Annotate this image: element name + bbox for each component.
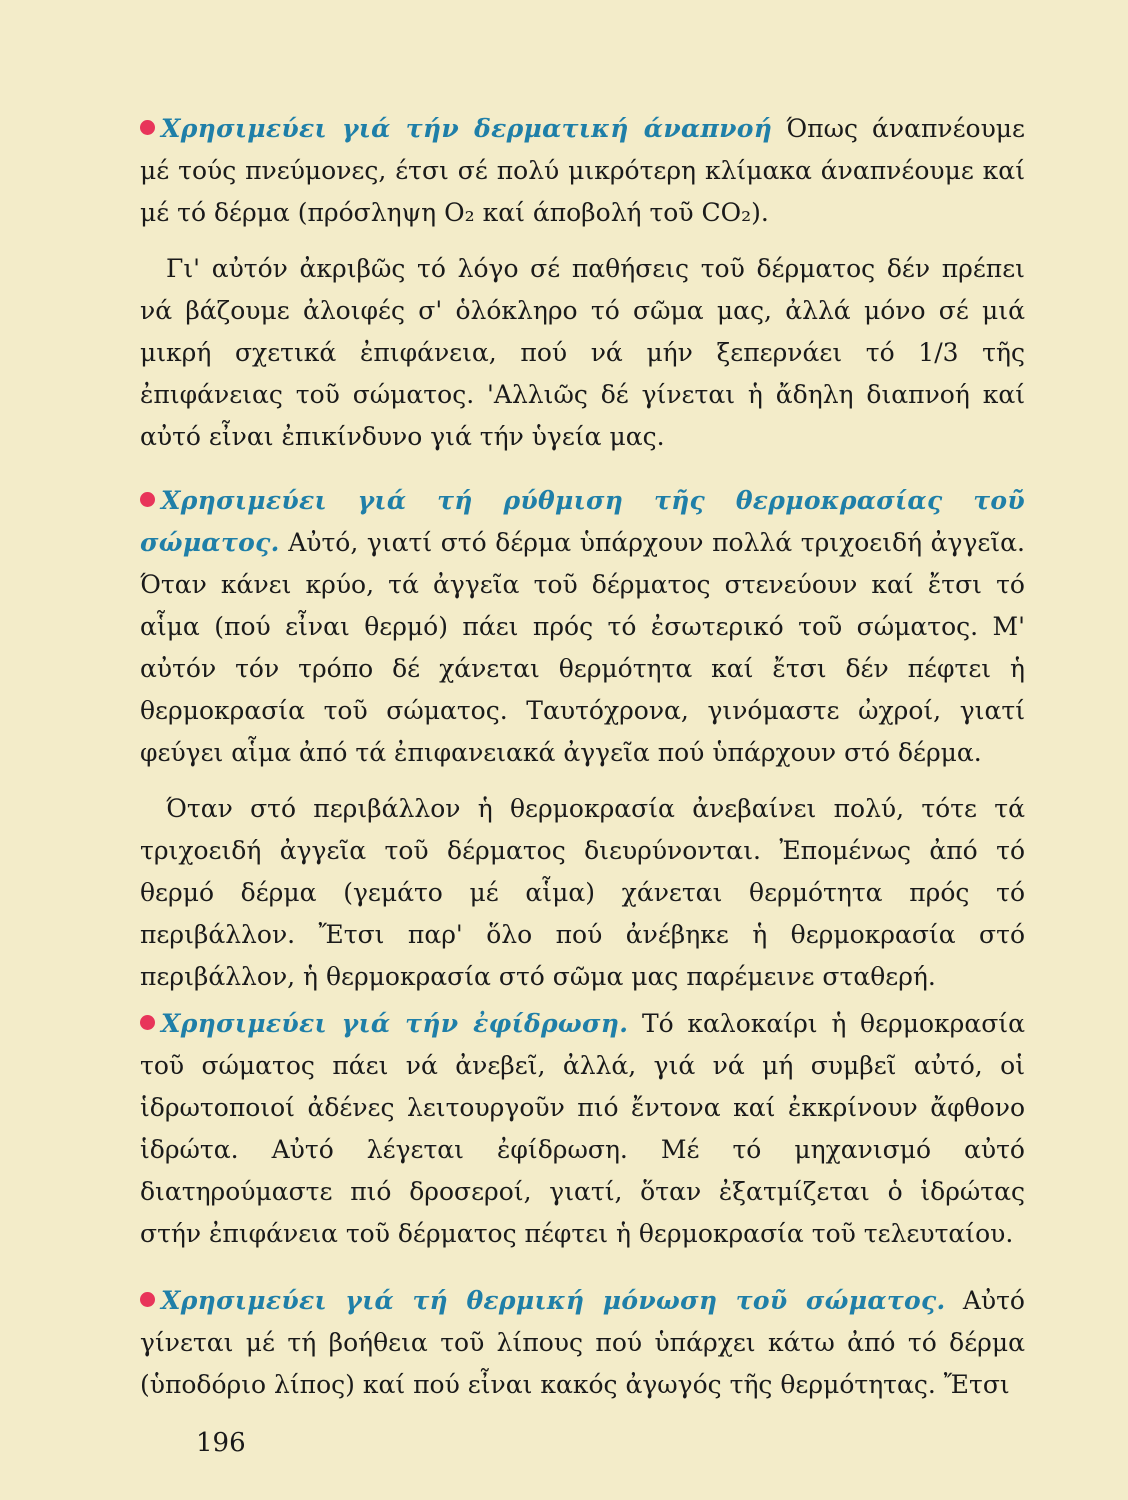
section-temperature <box>140 480 1025 998</box>
section-lead-paragraph <box>140 480 1025 774</box>
section-text: Τό καλοκαίρι ἡ θερμοκρασία τοῦ σώματος πάει νά ἀνεβεῖ, ἀλλά, γιά νά μή συμβεῖ αὐτό, οἱ ἱδρωτοποιοί ἀδένες λειτουργοῦν πιό ἔντονα καί ἐκκρίνουν ἄφθονο ἱδρώτα. Αὐτό λέγεται ἐφίδρωση. Μέ τό μηχανισμό αὐτό διατηρούμαστε πιό δροσεροί, γιατί, ὅταν ἐξατμίζεται ὁ ἱδρώτας στήν ἐπιφάνεια τοῦ δέρματος πέφτει ἡ θερμοκρασία τοῦ τελευταίου. <box>140 1009 1025 1248</box>
section-paragraph: Γι' αὐτόν ἀκριβῶς τό λόγο σέ παθήσεις τοῦ δέρματος δέν πρέπει νά βάζουμε ἀλοιφές σ' ὁλόκληρο τό σῶμα μας, ἀλλά μόνο σέ μιά μικρή σχετικά ἐπιφάνεια, πού νά μήν ξεπερνάει τό 1/3 τῆς ἐπιφάνειας τοῦ σώματος. 'Αλλιῶς δέ γίνεται ἡ ἄδηλη διαπνοή καί αὐτό εἶναι ἐπικίνδυνο γιά τήν ὑγεία μας. <box>140 254 1025 451</box>
section-text: Όπως άναπνέουμε μέ τούς πνεύμονες, έτσι σέ πολύ μικρότερη κλίμακα άναπνέουμε καί μέ τό δέρμα (πρόσληψη O₂ καί άποβολή τοῦ CO₂). <box>140 114 1025 227</box>
section-text: Αὐτό, γιατί στό δέρμα ὑπάρχουν πολλά τριχοειδή ἀγγεῖα. Όταν κάνει κρύο, τά ἀγγεῖα τοῦ δέρματος στενεύουν καί ἔτσι τό αἷμα (πού εἶναι θερμό) πάει πρός τό ἐσωτερικό τοῦ σώματος. Μ' αὐτόν τόν τρόπο δέ χάνεται θερμότητα καί ἔτσι δέν πέφτει ἡ θερμοκρασία τοῦ σώματος. Ταυτόχρονα, γινόμαστε ὠχροί, γιατί φεύγει αἷμα ἀπό τά ἐπιφανειακά ἀγγεῖα πού ὑπάρχουν στό δέρμα. <box>140 528 1025 767</box>
section-sweating <box>140 1003 1025 1255</box>
bullet-icon <box>140 120 155 135</box>
page-number: 196 <box>196 1428 246 1458</box>
section-heading: Χρησιμεύει γιά τή θερμική μόνωση τοῦ σώματος. <box>161 1286 946 1315</box>
section-heading: Χρησιμεύει γιά τή ρύθμιση τῆς θερμοκρασίας τοῦ σώματος. <box>140 486 1025 557</box>
section-text: Αὐτό γίνεται μέ τή βοήθεια τοῦ λίπους πού ὑπάρχει κάτω ἀπό τό δέρμα (ὑποδόριο λίπος) καί πού εἶναι κακός ἀγωγός τῆς θερμότητας. Ἔτσι <box>140 1286 1025 1399</box>
section-heading: Χρησιμεύει γιά τήν δερματική άναπνοή <box>161 114 773 143</box>
section-respiration <box>140 108 1025 458</box>
section-insulation <box>140 1280 1025 1406</box>
bullet-icon <box>140 492 155 507</box>
section-lead-paragraph <box>140 1280 1025 1406</box>
section-paragraph: Όταν στό περιβάλλον ἡ θερμοκρασία ἀνεβαίνει πολύ, τότε τά τριχοειδή ἀγγεῖα τοῦ δέρματος διευρύνονται. Ἐπομένως ἀπό τό θερμό δέρμα (γεμάτο μέ αἷμα) χάνεται θερμότητα πρός τό περιβάλλον. Ἔτσι παρ' ὅλο πού ἀνέβηκε ἡ θερμοκρασία στό περιβάλλον, ἡ θερμοκρασία στό σῶμα μας παρέμεινε σταθερή. <box>140 794 1025 991</box>
bullet-icon <box>140 1015 155 1030</box>
section-heading: Χρησιμεύει γιά τήν ἐφίδρωση. <box>161 1009 629 1038</box>
section-lead-paragraph <box>140 1003 1025 1255</box>
section-lead-paragraph <box>140 108 1025 234</box>
bullet-icon <box>140 1292 155 1307</box>
